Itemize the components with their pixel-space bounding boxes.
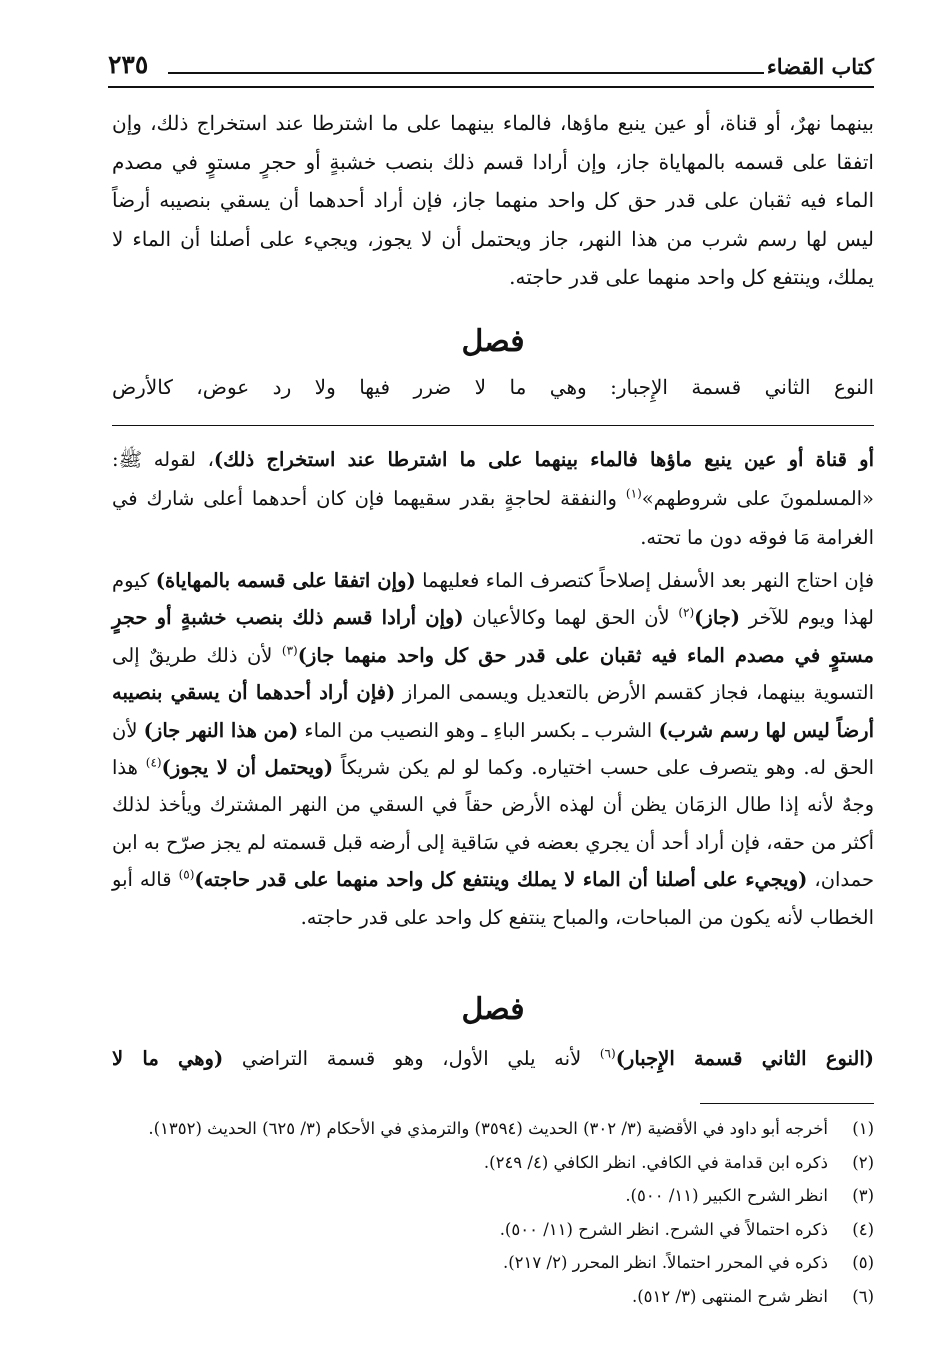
commentary-text: لأن الحق له. وهو يتصرف على حسب اختياره. وكما لو لم يكن شريكاً [112, 718, 874, 780]
footnote-ref[interactable]: (٣) [281, 643, 298, 658]
footnote-ref[interactable]: (١) [625, 486, 642, 501]
footnote-text: ذكره في المحرر احتمالاً. انظر المحرر (٢/ ٢١٧). [502, 1253, 828, 1273]
footnote-ref[interactable]: (٢) [678, 605, 695, 620]
header-rule [168, 72, 764, 74]
footnote [112, 1112, 874, 1146]
header-bottom-rule [108, 86, 874, 88]
footnotes [112, 1112, 874, 1314]
chapter-title: كتاب القضاء [766, 54, 874, 79]
matn-paragraph: بينهما نهرٌ، أو قناة، أو عين ينبع ماؤها، فالماء بينهما على ما اشترطا عند استخراج ذلك، وإن اتفقا على قسمه بالمهاياة جاز، وإن أرادا قسم ذلك بنصب خشبةٍ أو حجرٍ مستوٍ في مصدم الماء فيه ثقبان على قدر حق كل واحد منهما جاز، فإن أراد أحدهما أن يسقي بنصيبه أرضاً ليس لها رسم شرب من هذا النهر، جاز ويحتمل أن لا يجوز، ويجيء على أصلنا أن الماء لا يملك، وينتفع كل واحد منهما على قدر حاجته. [112, 111, 874, 289]
matn-sharh-separator [112, 425, 874, 426]
commentary-text: قاله أبو الخطاب لأنه يكون من المباحات، والمباح ينتفع كل واحد على قدر حاجته. [112, 868, 874, 929]
footnote [112, 1213, 874, 1247]
footnote-number: (١) [852, 1119, 874, 1138]
footnote [112, 1280, 874, 1314]
footnote-number: (٣) [852, 1186, 874, 1206]
commentary-text: والنفقة لحاجةٍ بقدر سقيهما فإن كان أحدهما أعلى شارك في الغرامة مَا فوقه دون ما تحته. [112, 487, 874, 549]
quoted-matn: (وهي ما لا [112, 1047, 224, 1070]
sharh-p2 [112, 562, 874, 936]
quoted-matn: (وإن اتفقا على قسمه بالمهاياة) [155, 569, 416, 592]
commentary-text: ، لقوله ﷺ: «المسلمونَ على شروطهم» [112, 448, 874, 510]
running-header [108, 50, 874, 86]
matn-text [112, 104, 874, 297]
footnote [112, 1146, 874, 1180]
quoted-matn: (ويحتمل أن لا يجوز) [161, 756, 334, 780]
footnote-number: (٦) [852, 1286, 874, 1306]
commentary-text: فإن احتاج النهر بعد الأسفل إصلاحاً كتصرف الماء فعليهما [415, 569, 875, 592]
sharh-paragraph-3 [112, 1040, 874, 1079]
sharh-p1 [112, 440, 874, 557]
footnote-ref[interactable]: (٤) [145, 755, 162, 770]
footnote-text: ذكره احتمالاً في الشرح. انظر الشرح (١١/ ٥٠٠). [499, 1219, 828, 1239]
commentary-text: هذا وجهٌ لأنه إذا طال الزمَان يظن أن لهذه الأرض حقاً في السقي من النهر المشترك ويأخذ لذلك أكثر من حقه، فإن أراد أحد أن يجري بعضه في سَاقية إلى أرضه قبل قسمته لم يجز صرّح به ابن حمدان، [112, 756, 874, 892]
quoted-matn: (ويجيء على أصلنا أن الماء لا يملك وينتفع كل واحد منهما على قدر حاجته) [194, 868, 808, 892]
commentary-text: لأن ذلك طريقٌ إلى التسوية بينهما، فجاز كقسم الأرض بالتعديل ويسمى المراز [112, 643, 874, 705]
footnote-text: أخرجه أبو داود في الأقضية (٣/ ٣٠٢) الحديث (٣٥٩٤) والترمذي في الأحكام (٣/ ٦٢٥) الحديث (١٣٥٢). [148, 1119, 828, 1138]
footnote [112, 1179, 874, 1213]
quoted-matn: (جاز) [694, 606, 741, 630]
quoted-matn: (النوع الثاني قسمة الإِجبار) [615, 1047, 874, 1070]
quoted-matn: (من هذا النهر جاز) [143, 718, 299, 742]
section-heading: فصل [461, 324, 525, 359]
footnote-text: انظر الشرح الكبير (١١/ ٥٠٠). [625, 1186, 828, 1206]
matn-line [112, 368, 874, 407]
page-number: ٢٣٥ [108, 50, 149, 79]
footnote [112, 1246, 874, 1280]
quoted-matn: (وإن أرادا قسم ذلك بنصب خشبةٍ أو حجرٍ مستوٍ في مصدم الماء فيه ثقبان على قدر حق كل واحد منهما جاز) [112, 606, 874, 667]
quoted-matn: (فإن أراد أحدهما أن يسقي بنصيبه أرضاً ليس لها رسم شرب) [112, 681, 874, 742]
commentary-text: الشرب ـ بكسر الباءِ ـ وهو النصيب من الماء [298, 718, 659, 742]
footnote-number: (٤) [852, 1219, 874, 1239]
sharh-paragraph-1 [112, 440, 874, 557]
commentary-text: كيوم لهذا ويوم للآخر [112, 569, 875, 630]
commentary-text: لأن الحق لهما وكالأعيان [463, 606, 679, 630]
footnote-text: انظر شرح المنتهى (٣/ ٥١٢). [631, 1286, 828, 1306]
footnote-text: ذكره ابن قدامة في الكافي. انظر الكافي (٤/ ٢٤٩). [483, 1152, 828, 1172]
sharh-p3 [112, 1040, 874, 1079]
footnote-ref[interactable]: (٦) [599, 1046, 616, 1061]
footnote-number: (٥) [852, 1253, 874, 1273]
section-heading-2: فصل [461, 992, 525, 1027]
matn-line-2: النوع الثاني قسمة الإِجبار: وهي ما لا ضرر فيها ولا رد عوض، كالأرض [112, 375, 874, 399]
quoted-matn: أو قناة أو عين ينبع ماؤها فالماء بينهما على ما اشترطا عند استخراج ذلك) [213, 448, 874, 471]
footnote-number: (٢) [852, 1152, 874, 1172]
sharh-paragraph-2 [112, 562, 874, 936]
footnote-separator [700, 1103, 874, 1104]
commentary-text: لأنه يلي الأول، وهو قسمة التراضي [223, 1047, 600, 1070]
footnote-ref[interactable]: (٥) [178, 867, 195, 882]
